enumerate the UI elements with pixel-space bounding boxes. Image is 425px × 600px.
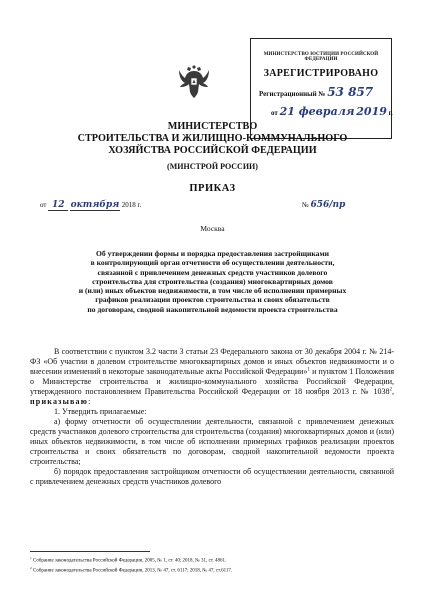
stamp-year-suffix: г. bbox=[388, 109, 393, 117]
body-paragraph-b: б) порядок предоставления застройщиком отчетности об осуществлении деятельности, связанной с привлечением денежных средств участников долевого bbox=[30, 467, 394, 486]
subject-line: строительства для строительства (создания) многоквартирных домов bbox=[92, 276, 333, 286]
order-body bbox=[30, 347, 394, 487]
stamp-reg-line bbox=[251, 85, 391, 99]
order-day: 12 bbox=[51, 200, 65, 210]
footnote-ref-1: 1 bbox=[307, 367, 310, 373]
body-paragraph-a: а) форму отчетности об осуществлении деятельности, связанной с привлечением денежных средств участников долевого строительства для строительства (создания) многоквартирных домов и (или) иных объектов недвижимости, в том числе об исполнении примерных графиков реализации проектов строительства и своих обязательств по договорам, сводной накопительной ведомости проекта строительства; bbox=[30, 417, 394, 466]
ministry-line-1: МИНИСТЕРСТВО bbox=[167, 121, 258, 132]
ministry-name bbox=[40, 121, 385, 157]
footnotes bbox=[30, 551, 394, 574]
subject-line: Об утверждении формы и порядка предоставления застройщиками bbox=[95, 249, 329, 258]
order-city: Москва bbox=[200, 224, 225, 233]
order-year-suffix: г. bbox=[137, 201, 142, 209]
order-date bbox=[40, 200, 141, 211]
order-month: октября bbox=[70, 200, 120, 210]
stamp-reg-label: Регистрационный № bbox=[259, 90, 326, 98]
order-title: ПРИКАЗ bbox=[189, 183, 236, 194]
footnote-item: $^1$ Собрание законодательства Российской Федерации, 2005, № 1, ст. 40; 2018, № 31, ст. 4861. bbox=[30, 556, 227, 564]
order-number bbox=[302, 200, 345, 210]
subject-line: по договорам, сводной накопительной ведомости проекта строительства bbox=[87, 304, 338, 314]
command-word: приказываю bbox=[30, 397, 89, 406]
ministry-short-name: (МИНСТРОЙ РОССИИ) bbox=[167, 162, 258, 171]
subject-line: графиков реализации проектов строительства и своих обязательств bbox=[95, 295, 330, 305]
body-paragraph-approve: 1. Утвердить прилагаемые: bbox=[54, 407, 147, 416]
ministry-line-3: ХОЗЯЙСТВА РОССИЙСКОЙ ФЕДЕРАЦИИ bbox=[108, 145, 317, 156]
stamp-date: 21 февраля bbox=[279, 105, 355, 118]
body-paragraph-preamble: В соответствии с пунктом 3.2 части 3 статьи 23 Федерального закона от 30 декабря 2004 г. № 214-ФЗ «Об участии в долевом строительстве многоквартирных домов и иных объектов недвижимости и о внесении изменений в некоторые законодательные акты Российской Федерации»$^1$ и пунктом 1 Положения о Министерстве строительства и жилищно-коммунального хозяйства Российской Федерации, утвержденного постановлением Правительства Российской Федерации от 18 ноября 2013 г. № 1038$^2$, приказываю: bbox=[30, 347, 394, 406]
stamp-reg-number: 53 857 bbox=[327, 85, 374, 99]
stamp-organization: МИНИСТЕРСТВО ЮСТИЦИИ РОССИЙСКОЙ ФЕДЕРАЦИИ bbox=[263, 52, 379, 62]
coat-of-arms-icon bbox=[177, 62, 211, 100]
order-date-prefix: от bbox=[40, 201, 47, 209]
stamp-date-line bbox=[251, 105, 391, 118]
subject-line: в контролирующий орган отчетности об осуществлении деятельности, bbox=[90, 258, 335, 268]
footnote-ref-2: 2 bbox=[389, 387, 392, 393]
ministry-line-2: СТРОИТЕЛЬСТВА И ЖИЛИЩНО-КОММУНАЛЬНОГО bbox=[77, 133, 348, 144]
stamp-registered: ЗАРЕГИСТРИРОВАНО bbox=[263, 68, 379, 79]
order-subject bbox=[40, 249, 385, 314]
stamp-date-prefix: от bbox=[271, 109, 278, 117]
order-number-prefix: № bbox=[302, 201, 309, 209]
stamp-year: 2019 bbox=[356, 105, 387, 118]
footnote-divider bbox=[30, 551, 150, 552]
order-number-value: 656/пр bbox=[310, 200, 346, 210]
subject-line: и (или) иных объектов недвижимости, в том числе об исполнении примерных bbox=[78, 286, 347, 296]
order-year: 2018 bbox=[121, 201, 136, 209]
subject-line: связанной с привлечением денежных средств участников долевого bbox=[97, 267, 328, 277]
footnote-item: $^2$ Собрание законодательства Российской Федерации, 2013, № 47, ст. 6117; 2018, № 47, ст.6117. bbox=[30, 565, 233, 574]
